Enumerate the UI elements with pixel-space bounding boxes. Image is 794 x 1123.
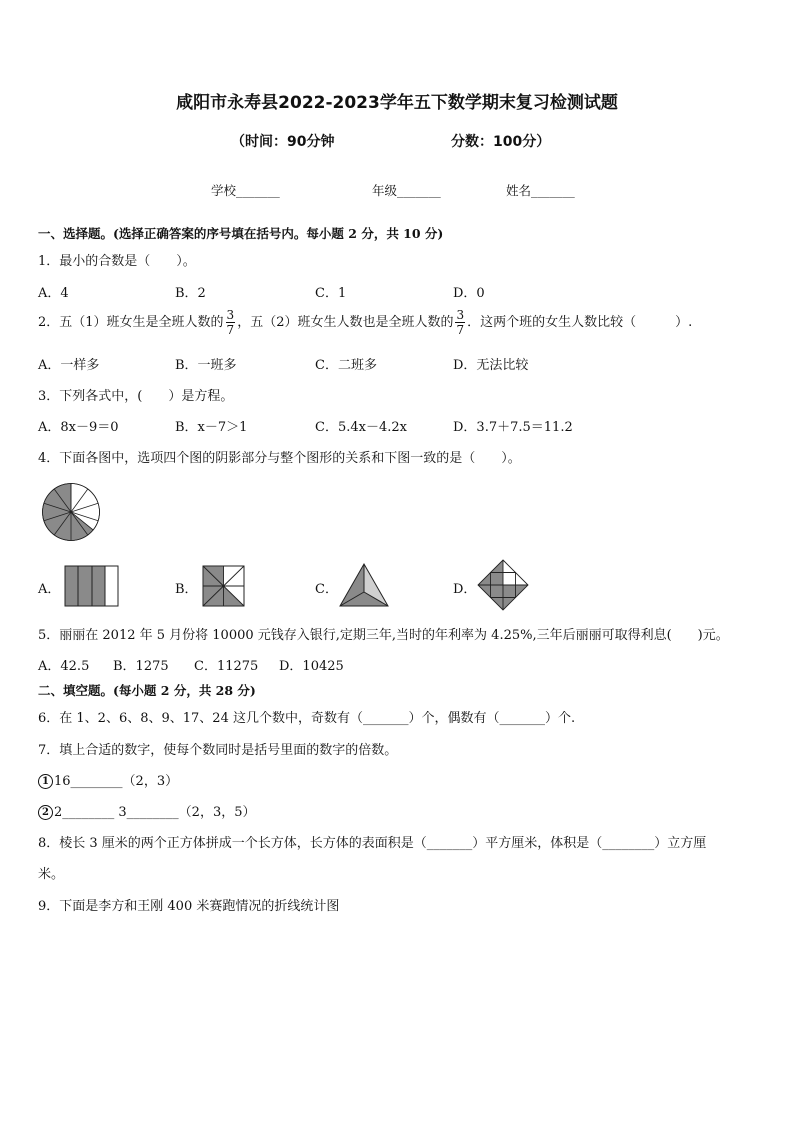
q4-option-a: A． [38,582,61,597]
reference-circle-figure [41,482,101,542]
q4-option-c: C． [315,582,338,597]
question-7: 7．填上合适的数字，使每个数同时是括号里面的数字的倍数。 [38,743,398,758]
q2-option-a: A．一样多 [38,358,100,373]
q4-figure-b-square [202,565,246,607]
q1-option-d: D．0 [453,286,485,301]
q2-option-c: C．二班多 [315,358,377,373]
question-8-continued: 米。 [38,867,65,882]
q5-option-c: C．11275 [194,659,259,674]
question-8: 8．棱长 3 厘米的两个正方体拼成一个长方体，长方体的表面积是（_______）平方厘米，体积是（________）立方厘 [38,836,707,851]
q3-option-a: A．8x－9＝0 [38,420,119,435]
fraction-3-7: $\frac{3}{7}$ [226,308,235,337]
q4-figure-d-diamond [476,558,530,612]
question-2 [38,308,692,337]
q2-option-b: B．一班多 [175,358,237,373]
grade-field: 年级_______ [372,183,441,198]
q1-option-c: C．1 [315,286,347,301]
question-1: 1．最小的合数是（ ）。 [38,254,196,269]
circled-number-1: 1 [38,774,53,789]
q2-text-1: 2．五（1）班女生是全班人数的 [38,315,224,330]
q4-option-d: D． [453,582,477,597]
q3-option-b: B．x－7＞1 [175,420,248,435]
fraction-3-7: $\frac{3}{7}$ [456,308,465,337]
exam-score: 分数：100分） [451,134,551,150]
q2-option-d: D．无法比较 [453,358,529,373]
q2-text-2: ，五（2）班女生人数也是全班人数的 [237,315,454,330]
school-field: 学校_______ [211,183,280,198]
circled-number-2: 2 [38,805,53,820]
q4-figure-a-rectangle [64,565,120,607]
name-field: 姓名_______ [506,183,575,198]
q4-option-b: B． [175,582,198,597]
q5-option-b: B．1275 [113,659,169,674]
q5-option-a: A．42.5 [38,659,90,674]
question-7-part-2: 2 2________ 3________（2，3，5） [38,801,256,820]
exam-time: （时间：90分钟 [231,134,335,150]
page-title: 咸阳市永寿县2022-2023学年五下数学期末复习检测试题 [176,93,618,113]
section-heading-fill: 二、填空题。(每小题 2 分，共 28 分) [38,683,256,698]
q3-option-d: D．3.7＋7.5＝11.2 [453,420,573,435]
q1-option-a: A．4 [38,286,69,301]
q1-option-b: B．2 [175,286,206,301]
q5-option-d: D．10425 [279,659,344,674]
q4-figure-c-triangle [338,562,390,608]
question-6: 6．在 1、2、6、8、9、17、24 这几个数中，奇数有（_______）个，偶数有（_______）个. [38,711,576,726]
section-heading-choice: 一、选择题。(选择正确答案的序号填在括号内。每小题 2 分，共 10 分) [38,226,444,241]
question-9: 9．下面是李方和王刚 400 米赛跑情况的折线统计图 [38,899,340,914]
q3-option-c: C．5.4x－4.2x [315,420,407,435]
question-7-part-1: 1 16________（2，3） [38,770,178,789]
question-3: 3．下列各式中，( ）是方程。 [38,389,234,404]
question-4: 4．下面各图中，选项四个图的阴影部分与整个图形的关系和下图一致的是（ ）。 [38,451,521,466]
q2-text-3: ．这两个班的女生人数比较（ ）. [467,315,693,330]
question-5: 5．丽丽在 2012 年 5 月份将 10000 元钱存入银行,定期三年,当时的年利率为 4.25%,三年后丽丽可取得利息( )元。 [38,628,729,643]
